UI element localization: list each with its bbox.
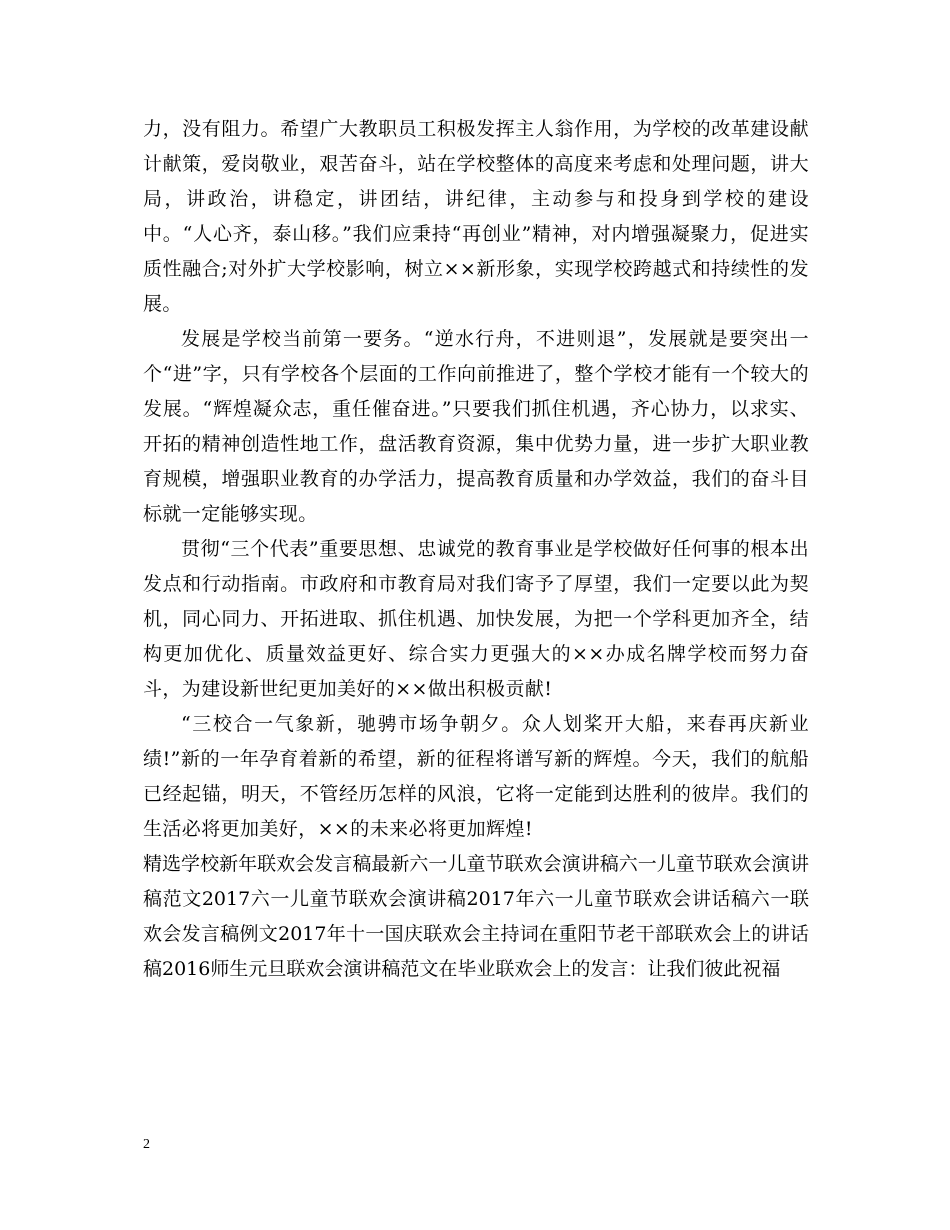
paragraph-1: 力，没有阻力。希望广大教职员工积极发挥主人翁作用，为学校的改革建设献计献策，爱岗敬业，艰苦奋斗，站在学校整体的高度来考虑和处理问题，讲大局，讲政治，讲稳定，讲团结，讲纪律，主动参与和投身到学校的建设中。“人心齐，泰山移。”我们应秉持“再创业”精神，对内增强凝聚力，促进实质性融合;对外扩大学校影响，树立××新形象，实现学校跨越式和持续性的发展。	[143, 118, 809, 315]
paragraph-4: “三校合一气象新，驰骋市场争朝夕。众人划桨开大船，来春再庆新业绩!”新的一年孕育着新的希望，新的征程将谱写新的辉煌。今天，我们的航船已经起锚，明天，不管经历怎样的风浪，它将一定能到达胜利的彼岸。我们的生活必将更加美好，××的未来必将更加辉煌!	[143, 713, 809, 840]
paragraph-2: 发展是学校当前第一要务。“逆水行舟，不进则退”，发展就是要突出一个“进”字，只有学校各个层面的工作向前推进了，整个学校才能有一个较大的发展。“辉煌凝众志，重任催奋进。”只要我们抓住机遇，齐心协力，以求实、开拓的精神创造性地工作，盘活教育资源，集中优势力量，进一步扩大职业教育规模，增强职业教育的办学活力，提高教育质量和办学效益，我们的奋斗目标就一定能够实现。	[143, 328, 809, 525]
page-number: 2	[143, 1137, 150, 1152]
paragraph-3: 贯彻“三个代表”重要思想、忠诚党的教育事业是学校做好任何事的根本出发点和行动指南。市政府和市教育局对我们寄予了厚望，我们一定要以此为契机，同心同力、开拓进取、抓住机遇、加快发展，为把一个学科更加齐全，结构更加优化、质量效益更好、综合实力更强大的××办成名牌学校而努力奋斗，为建设新世纪更加美好的××做出积极贡献!	[143, 538, 809, 700]
document-body	[143, 112, 809, 987]
related-articles: 精选学校新年联欢会发言稿最新六一儿童节联欢会演讲稿六一儿童节联欢会演讲稿范文2017六一儿童节联欢会演讲稿2017年六一儿童节联欢会讲话稿六一联欢会发言稿例文2017年十一国庆联欢会主持词在重阳节老干部联欢会上的讲话稿2016师生元旦联欢会演讲稿范文在毕业联欢会上的发言：让我们彼此祝福	[143, 853, 809, 980]
